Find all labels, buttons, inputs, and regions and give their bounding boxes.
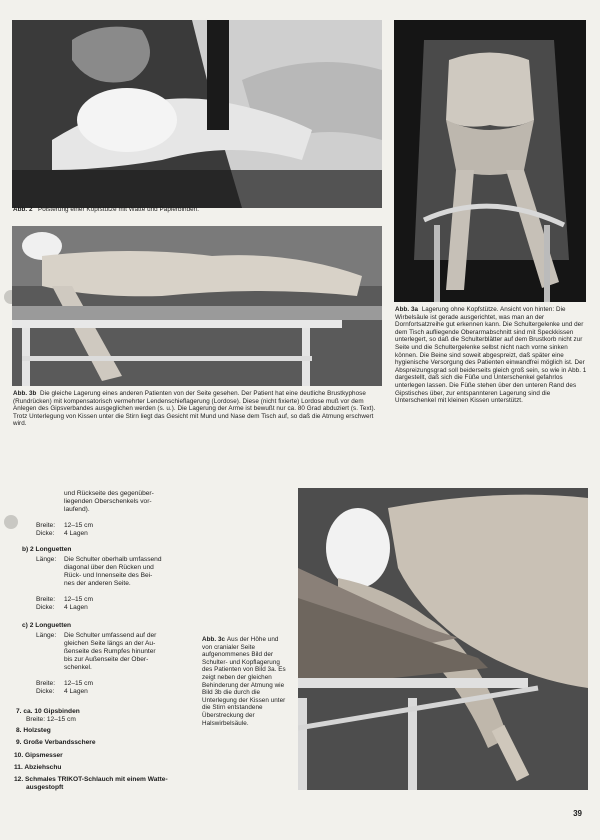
list-item: ausgestopft [26,784,64,791]
list-key: Länge: [36,556,57,563]
list-line: Die Schulter umfassend auf der [64,632,157,639]
list-value: 4 Lagen [64,604,88,611]
caption-label: Abb. 3c [202,636,226,643]
list-line: gleichen Seite längs an der Au- [64,640,156,647]
list-item: 11. Abziehschu [14,764,62,771]
list-line: liegenden Oberschenkels vor- [64,498,152,505]
list-key: Dicke: [36,688,55,695]
list-heading: b) 2 Longuetten [22,546,72,553]
list-value: 12–15 cm [64,680,93,687]
list-item: 7. ca. 10 Gipsbinden [16,708,80,715]
list-line: nes der anderen Seite. [64,580,131,587]
caption-label: Abb. 3a [395,306,419,313]
list-line: bis zur Außenseite der Ober- [64,656,149,663]
list-key: Breite: [36,680,56,687]
list-line: Die Schulter oberhalb umfassend [64,556,162,563]
page-number: 39 [573,809,582,818]
list-line: und Rückseite des gegenüber- [64,490,154,497]
list-line: diagonal über den Rücken und [64,564,154,571]
caption-text: Lagerung ohne Kopfstütze. Ansicht von hinten: Die Wirbelsäule ist gerade ausgerichtet, was man an der Dornfortsatzreihe gut erkennen kann. Die Schultergelenke und der dem Tisch aufliegende Oberarmabschnitt sind mit Speckkissen unterlegert, so daß die Schulterblätter auf dem Brustkorb nicht zur Seite und die Schultergelenke selbst nicht nach vorne sinken können. Die Beine sind soweit abgespreizt, daß später eine hygienische Versorgung des Patienten einwandfrei möglich ist. Der Abspreizungsgrad soll beiderseits gleich groß sein, so wie in Abb. 1 dargestellt, daß sich die Füße und Unterschenkel gefahrlos unterlegen lassen. Die Füße stehen über den unteren Rand des Gipstisches über, zur entspannteren Lagerung sind die Unterschenkel mit kleinen Kissen unterstützt. [395,306,587,405]
list-value: 4 Lagen [64,688,88,695]
list-line: laufend). [64,506,90,513]
list-key: Breite: [36,596,56,603]
list-item: 9. Große Verbandsschere [16,739,96,746]
list-value: 4 Lagen [64,530,88,537]
list-line: Rück- und Innenseite des Bei- [64,572,153,579]
list-value: 12–15 cm [64,596,93,603]
caption-text: Aus der Höhe und von cranialer Seite aufgenommenes Bild der Schulter- und Kopflagerung des Patienten von Bild 3a. Es zeigt neben der gleichen Behinderung der Atmung wie Bild 3b die durch die Unterlegung der Kissen unter die Stirn entstandene Überstreckung der Halswirbelsäule. [202,636,286,727]
caption-text: Polsterung einer Kopfstütze mit Watte und Papierbinden. [37,206,200,213]
list-key: Länge: [36,632,57,639]
list-line: ßenseite des Rumpfes hinunter [64,648,156,655]
list-item: Breite: 12–15 cm [26,716,76,723]
list-key: Dicke: [36,530,55,537]
list-item: 12. Schmales TRIKOT-Schlauch mit einem Watte- [14,776,168,783]
list-item: 8. Holzsteg [16,727,51,734]
list-key: Breite: [36,522,56,529]
list-line: schenkel. [64,664,92,671]
caption-text: Die gleiche Lagerung eines anderen Patienten von der Seite gesehen. Der Patient hat eine deutliche Brustkyphose (Rundrücken) mit kompensatorisch vermehrter Lendenschieflagerung (Lordose). Diese (nicht fixierte) Lordose muß vor dem Anlegen des Gipsverbandes ausgeglichen werden (s. u.). Die Lagerung der Arme ist bewußt nur ca. 80 Grad abduziert (s. Text). Trotz Unterlegung von Kissen unter die Stirn liegt das Gesicht mit Mund und Nase dem Tisch auf, so daß die Atmung erschwert wird. [13,390,376,428]
caption-label: Abb. 3b [13,390,37,397]
list-key: Dicke: [36,604,55,611]
caption-label: Abb. 2 [13,206,33,213]
list-item: 10. Gipsmesser [14,752,63,759]
list-heading: c) 2 Longuetten [22,622,72,629]
list-value: 12–15 cm [64,522,93,529]
